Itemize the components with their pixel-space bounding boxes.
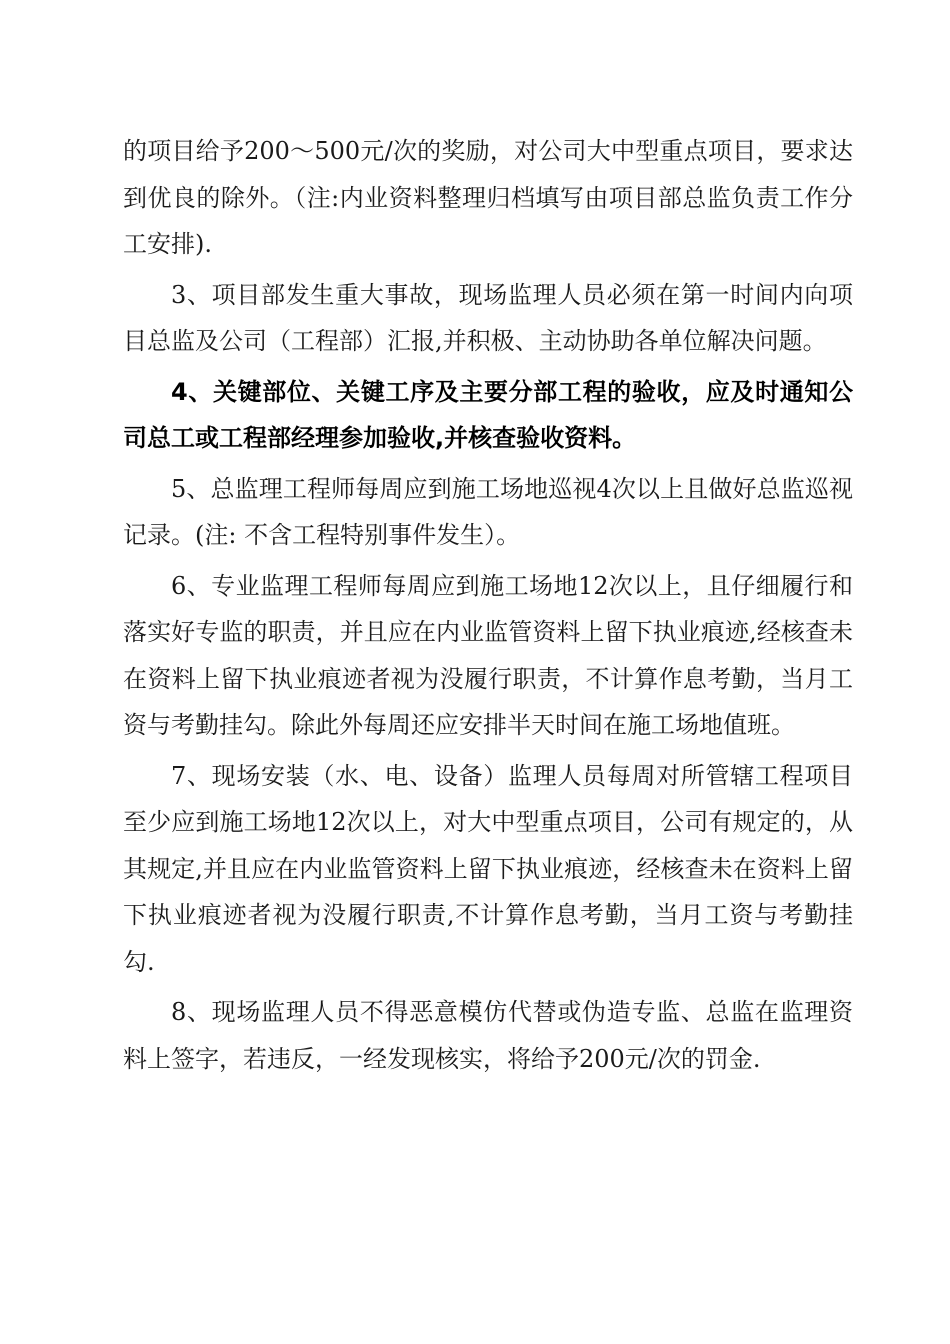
paragraph-item-3: 3、项目部发生重大事故，现场监理人员必须在第一时间内向项目总监及公司（工程部）汇报,并积极、主动协助各单位解决问题。 bbox=[123, 280, 853, 355]
paragraph-item-6: 6、专业监理工程师每周应到施工场地12次以上，且仔细履行和落实好专监的职责，并且应在内业监管资料上留下执业痕迹,经核查未在资料上留下执业痕迹者视为没履行职责，不计算作息考勤，当月工资与考勤挂勾。除此外每周还应安排半天时间在施工场地值班。 bbox=[123, 571, 853, 739]
paragraph-item-8: 8、现场监理人员不得恶意模仿代替或伪造专监、总监在监理资料上签字，若违反，一经发现核实，将给予200元/次的罚金. bbox=[123, 998, 853, 1073]
paragraph-item-4: 4、关键部位、关键工序及主要分部工程的验收，应及时通知公司总工或工程部经理参加验收,并核查验收资料。 bbox=[123, 377, 853, 452]
paragraph-continuation: 的项目给予200～500元/次的奖励，对公司大中型重点项目，要求达到优良的除外。（注:内业资料整理归档填写由项目部总监负责工作分工安排). bbox=[123, 137, 853, 258]
paragraph-item-7: 7、现场安装（水、电、设备）监理人员每周对所管辖工程项目至少应到施工场地12次以上，对大中型重点项目，公司有规定的，从其规定,并且应在内业监管资料上留下执业痕迹，经核查未在资料上留下执业痕迹者视为没履行职责,不计算作息考勤，当月工资与考勤挂勾. bbox=[123, 761, 853, 976]
document-body bbox=[123, 128, 853, 1082]
paragraph-item-5: 5、总监理工程师每周应到施工场地巡视4次以上且做好总监巡视记录。(注: 不含工程特别事件发生）。 bbox=[123, 474, 853, 549]
